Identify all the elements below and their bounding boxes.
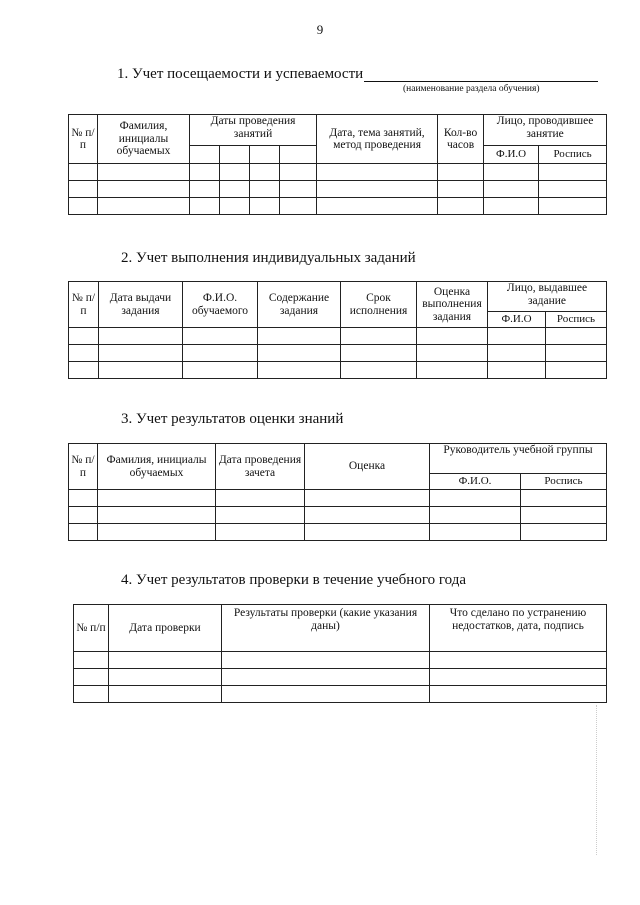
date-col-4 <box>280 146 317 164</box>
header-person: Лицо, выдавшее задание <box>488 282 607 312</box>
header-grade: Оценка <box>305 444 430 490</box>
header-name: Фамилия, инициалы обучаемых <box>98 444 216 490</box>
header-fio-student: Ф.И.О. обучаемого <box>183 282 258 328</box>
section-4-title: 4. Учет результатов проверки в течение учебного года <box>121 572 466 588</box>
header-deadline: Срок исполнения <box>341 282 417 328</box>
table-row <box>69 164 607 181</box>
header-topic: Дата, тема занятий, метод проведения <box>317 115 438 164</box>
table-row <box>74 652 607 669</box>
header-date: Дата проведения зачета <box>216 444 305 490</box>
header-hours: Кол-во часов <box>438 115 484 164</box>
table-row <box>69 524 607 541</box>
page-number: 9 <box>316 22 324 37</box>
header-grade: Оценка выполнения задания <box>417 282 488 328</box>
table-row <box>74 669 607 686</box>
table-row <box>69 328 607 345</box>
date-col-1 <box>190 146 220 164</box>
section-1-title: 1. Учет посещаемости и успеваемости <box>117 66 364 82</box>
scan-artifact-line <box>596 705 598 855</box>
section-2-title: 2. Учет выполнения индивидуальных заданий <box>121 250 416 266</box>
header-results: Результаты проверки (какие указания даны) <box>222 605 430 652</box>
table-row <box>69 362 607 379</box>
inspection-results-table <box>73 604 607 703</box>
header-fio: Ф.И.О <box>484 146 539 164</box>
table-row <box>74 686 607 703</box>
header-sign: Роспись <box>546 312 607 328</box>
table-row <box>69 345 607 362</box>
table-row <box>69 490 607 507</box>
header-fio: Ф.И.О. <box>430 474 521 490</box>
header-num: № п/п <box>69 444 98 490</box>
individual-tasks-table <box>68 281 607 379</box>
section-1-caption: (наименование раздела обучения) <box>403 84 540 94</box>
table-row <box>69 181 607 198</box>
table-row <box>69 198 607 215</box>
header-fio: Ф.И.О <box>488 312 546 328</box>
header-dates: Даты проведения занятий <box>190 115 317 146</box>
header-num: № п/п <box>69 115 98 164</box>
header-num: № п/п <box>74 605 109 652</box>
header-date: Дата проверки <box>109 605 222 652</box>
header-sign: Роспись <box>539 146 607 164</box>
header-name: Фамилия, инициалы обучаемых <box>98 115 190 164</box>
header-content: Содержание задания <box>258 282 341 328</box>
header-person: Лицо, проводившее занятие <box>484 115 607 146</box>
table-row <box>69 507 607 524</box>
attendance-table <box>68 114 607 215</box>
header-done: Что сделано по устранению недостатков, дата, подпись <box>430 605 607 652</box>
header-issue-date: Дата выдачи задания <box>99 282 183 328</box>
date-col-3 <box>250 146 280 164</box>
header-sign: Роспись <box>521 474 607 490</box>
knowledge-assessment-table <box>68 443 607 541</box>
header-num: № п/п <box>69 282 99 328</box>
date-col-2 <box>220 146 250 164</box>
section-1-title-underline <box>364 81 598 82</box>
section-3-title: 3. Учет результатов оценки знаний <box>121 411 344 427</box>
header-leader: Руководитель учебной группы <box>430 444 607 474</box>
